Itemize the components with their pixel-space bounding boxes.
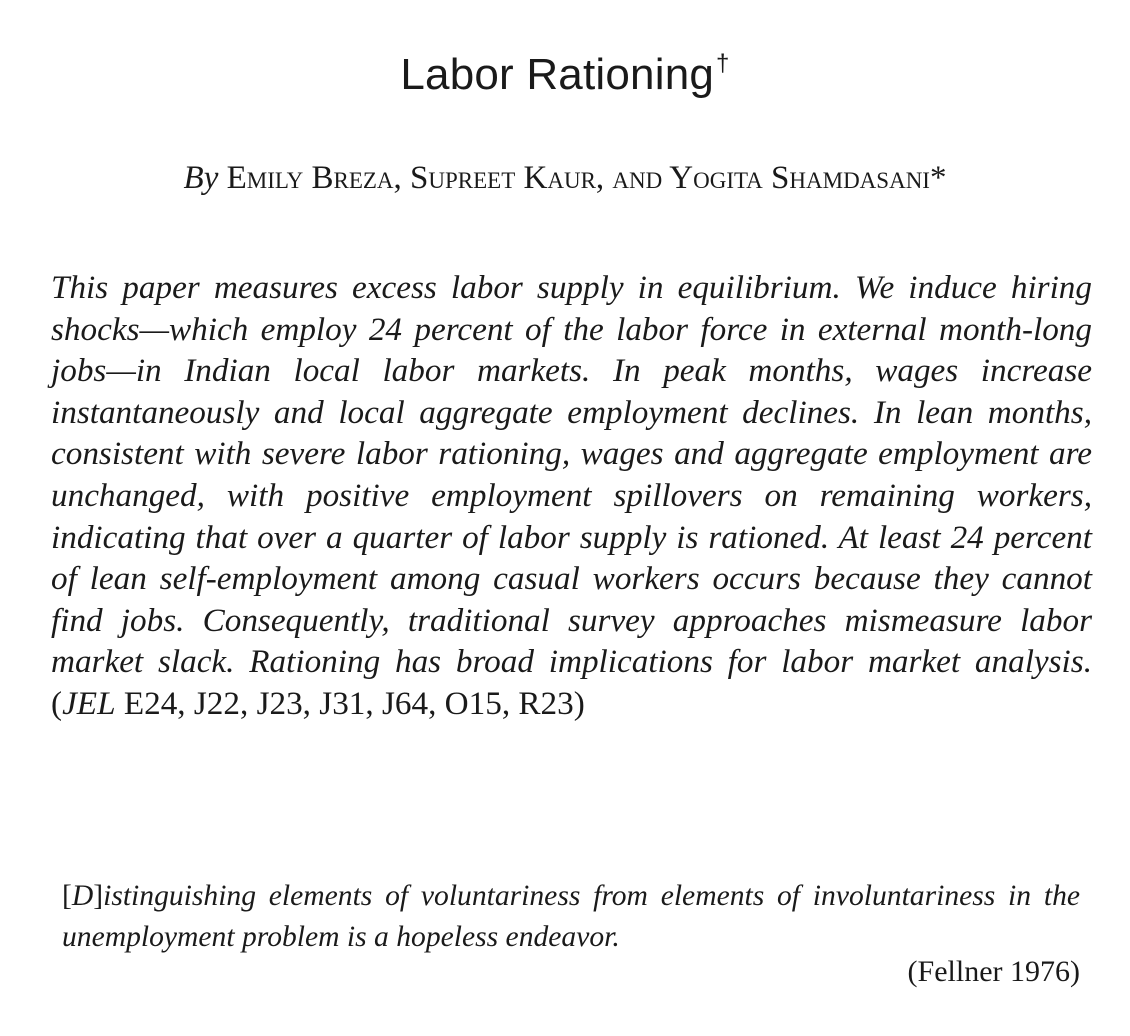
author-byline (0, 160, 1130, 197)
jel-codes: E24, J22, J23, J31, J64, O15, R23) (115, 684, 585, 722)
epigraph-bracket-close: ] (93, 880, 104, 912)
author-names: Emily Breza, Supreet Kaur, and Yogita Shamdasani (226, 160, 930, 196)
abstract-text: This paper measures excess labor supply in equilibrium. We induce hiring shocks—which employ 24 percent of the labor force in external month-long jobs—in Indian local labor markets. In peak months, wages increase instantaneously and local aggregate employment declines. In lean months, consistent with severe labor rationing, wages and aggregate employment are unchanged, with positive employment spillovers on remaining workers, indicating that over a quarter of labor supply is rationed. At least 24 percent of lean self-employment among casual workers occurs because they cannot find jobs. Consequently, traditional survey approaches mismeasure labor market slack. Rationing has broad implications for labor market analysis. (51, 269, 1092, 681)
epigraph-bracket-open: [ (62, 880, 72, 912)
epigraph-quote (62, 876, 1080, 958)
author-footnote-mark: * (929, 160, 947, 196)
byline-by: By (183, 160, 219, 196)
paper-title (0, 50, 1130, 100)
epigraph-bracket-letter: D (71, 880, 94, 912)
jel-label: JEL (62, 684, 116, 722)
epigraph-attribution: (Fellner 1976) (907, 955, 1080, 988)
epigraph-text: istinguishing elements of voluntariness from elements of involuntariness in the unemployment problem is a hopeless endeavor. (62, 880, 1080, 953)
jel-open-paren: ( (51, 684, 63, 722)
jel-codes-block (51, 685, 585, 722)
abstract (51, 267, 1092, 725)
paper-title-text: Labor Rationing (400, 50, 715, 99)
title-footnote-mark: † (716, 50, 730, 77)
